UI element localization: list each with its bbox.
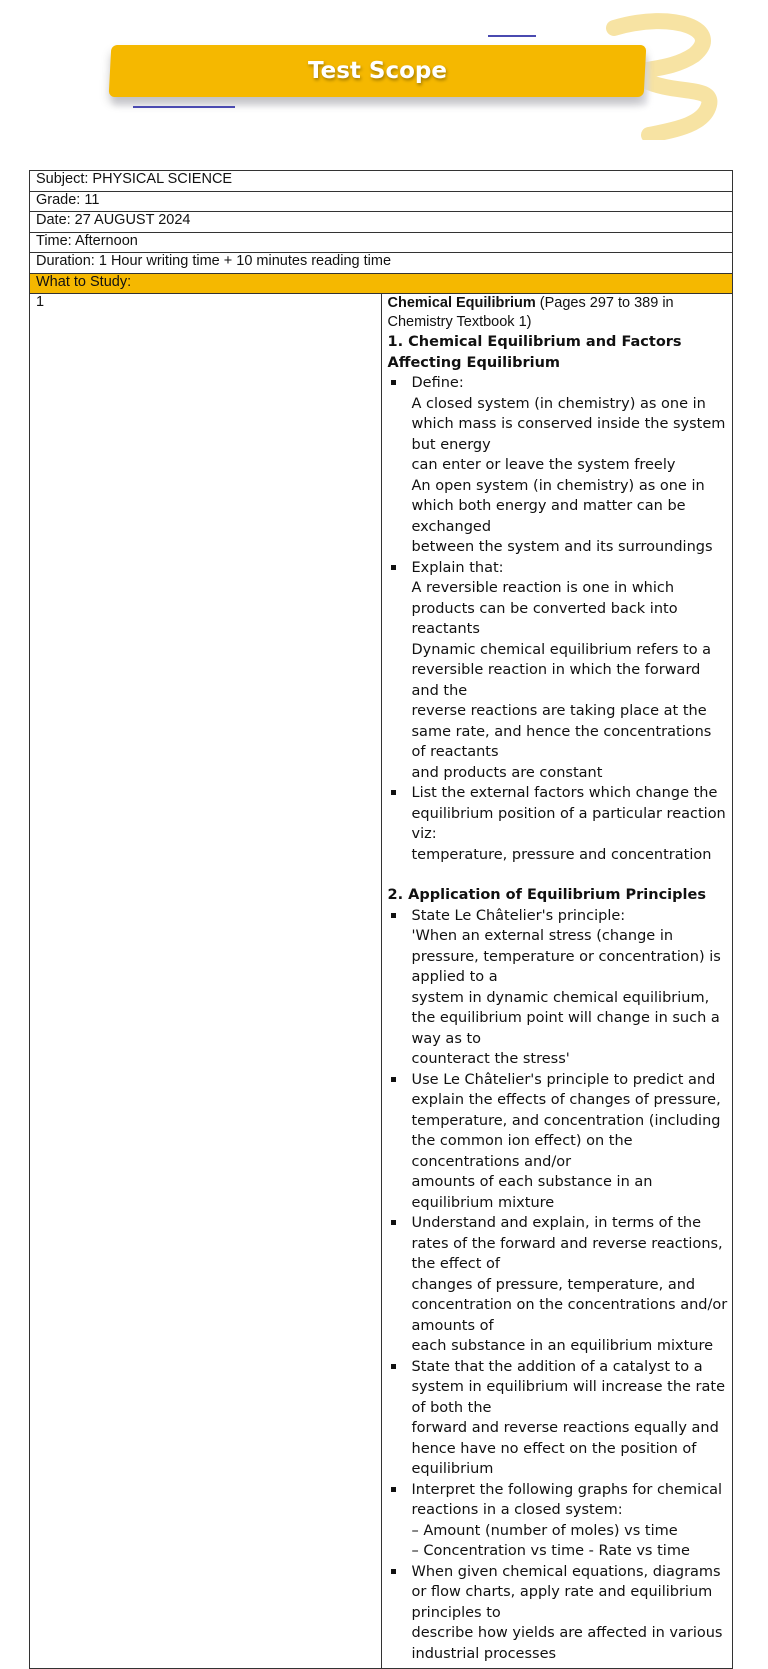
list-item bbox=[388, 906, 729, 1070]
list-item-line: Explain that: bbox=[411, 559, 504, 576]
list-item bbox=[388, 1562, 729, 1665]
what-to-study-cell: What to Study: bbox=[30, 273, 733, 294]
subject-cell: Subject: PHYSICAL SCIENCE bbox=[30, 171, 733, 192]
list-item-line: List the external factors which change the equilibrium position of a particular reaction viz: bbox=[411, 785, 726, 842]
topic-title: Chemical Equilibrium bbox=[387, 295, 536, 311]
study-content bbox=[381, 294, 733, 1669]
list-item-line: temperature, and concentration (including the common ion effect) on the concentrations and/or bbox=[411, 1112, 721, 1170]
topic-heading bbox=[388, 294, 729, 332]
list-item-line: A reversible reaction is one in which products can be converted back into reactants bbox=[411, 580, 678, 637]
decorative-line bbox=[133, 106, 235, 108]
table-row bbox=[30, 294, 733, 1669]
table-row bbox=[30, 232, 733, 253]
page-title: Test Scope bbox=[308, 58, 447, 84]
list-item bbox=[388, 373, 729, 558]
table-row bbox=[30, 171, 733, 192]
list-item-line: describe how yields are affected in various industrial processes bbox=[411, 1625, 723, 1662]
list-item-line: temperature, pressure and concentration bbox=[411, 846, 712, 863]
time-cell: Time: Afternoon bbox=[30, 232, 733, 253]
grade-cell: Grade: 11 bbox=[30, 191, 733, 212]
list-item-line: State that the addition of a catalyst to a system in equilibrium will increase the rate of both the bbox=[411, 1358, 726, 1416]
list-item-line: When given chemical equations, diagrams or flow charts, apply rate and equilibrium principles to bbox=[411, 1563, 721, 1621]
duration-cell: Duration: 1 Hour writing time + 10 minutes reading time bbox=[30, 253, 733, 274]
list-item-line: forward and reverse reactions equally and hence have no effect on the position of equilibrium bbox=[411, 1420, 719, 1477]
list-item-line: reverse reactions are taking place at the same rate, and hence the concentrations of reactants bbox=[411, 703, 712, 760]
list-item-line: system in dynamic chemical equilibrium, the equilibrium point will change in such a way as to bbox=[411, 989, 720, 1047]
list-item-line: each substance in an equilibrium mixture bbox=[411, 1338, 714, 1354]
list-item-line: – Amount (number of moles) vs time bbox=[411, 1522, 678, 1539]
section-heading: 1. Chemical Equilibrium and Factors Affecting Equilibrium bbox=[387, 334, 682, 371]
list-item-line: 'When an external stress (change in pressure, temperature or concentration) is applied to a bbox=[411, 928, 721, 985]
list-item-line: between the system and its surroundings bbox=[411, 539, 713, 555]
list-item-line: and products are constant bbox=[411, 764, 603, 781]
list-item-line: Define: bbox=[411, 375, 464, 391]
table-row bbox=[30, 212, 733, 233]
list-item-line: Dynamic chemical equilibrium refers to a reversible reaction in which the forward and the bbox=[411, 641, 712, 699]
list-item bbox=[388, 1357, 729, 1480]
list-item bbox=[388, 1070, 729, 1214]
section-1-list bbox=[388, 373, 729, 865]
table-row bbox=[30, 191, 733, 212]
list-item bbox=[388, 1213, 729, 1357]
list-item bbox=[388, 1480, 729, 1562]
list-item-line: Understand and explain, in terms of the rates of the forward and reverse reactions, the effect of bbox=[411, 1215, 723, 1272]
table-row bbox=[30, 273, 733, 294]
topic-pages: (Pages 297 to 389 in Chemistry Textbook 1) bbox=[387, 295, 674, 330]
list-item-line: can enter or leave the system freely bbox=[411, 457, 676, 473]
section-2-list bbox=[388, 906, 729, 1665]
list-item-line: counteract the stress' bbox=[411, 1051, 570, 1067]
list-item bbox=[388, 783, 729, 865]
section-heading: 2. Application of Equilibrium Principles bbox=[387, 887, 706, 903]
list-item-line: An open system (in chemistry) as one in which both energy and matter can be exchanged bbox=[411, 477, 705, 535]
list-item-line: State Le Châtelier's principle: bbox=[411, 907, 626, 924]
decorative-line bbox=[488, 35, 536, 37]
list-item-line: A closed system (in chemistry) as one in which mass is conserved inside the system but energy bbox=[411, 395, 726, 453]
item-number: 1 bbox=[30, 294, 382, 1669]
spacer bbox=[388, 865, 729, 885]
list-item-line: – Concentration vs time - Rate vs time bbox=[411, 1543, 690, 1559]
list-item-line: Interpret the following graphs for chemical reactions in a closed system: bbox=[411, 1481, 723, 1518]
list-item bbox=[388, 558, 729, 784]
list-item-line: amounts of each substance in an equilibrium mixture bbox=[411, 1174, 653, 1211]
table-row bbox=[30, 253, 733, 274]
list-item-line: changes of pressure, temperature, and concentration on the concentrations and/or amounts of bbox=[411, 1276, 728, 1334]
date-cell: Date: 27 AUGUST 2024 bbox=[30, 212, 733, 233]
test-scope-table bbox=[29, 170, 733, 1669]
list-item-line: Use Le Châtelier's principle to predict and explain the effects of changes of pressure, bbox=[411, 1071, 721, 1108]
